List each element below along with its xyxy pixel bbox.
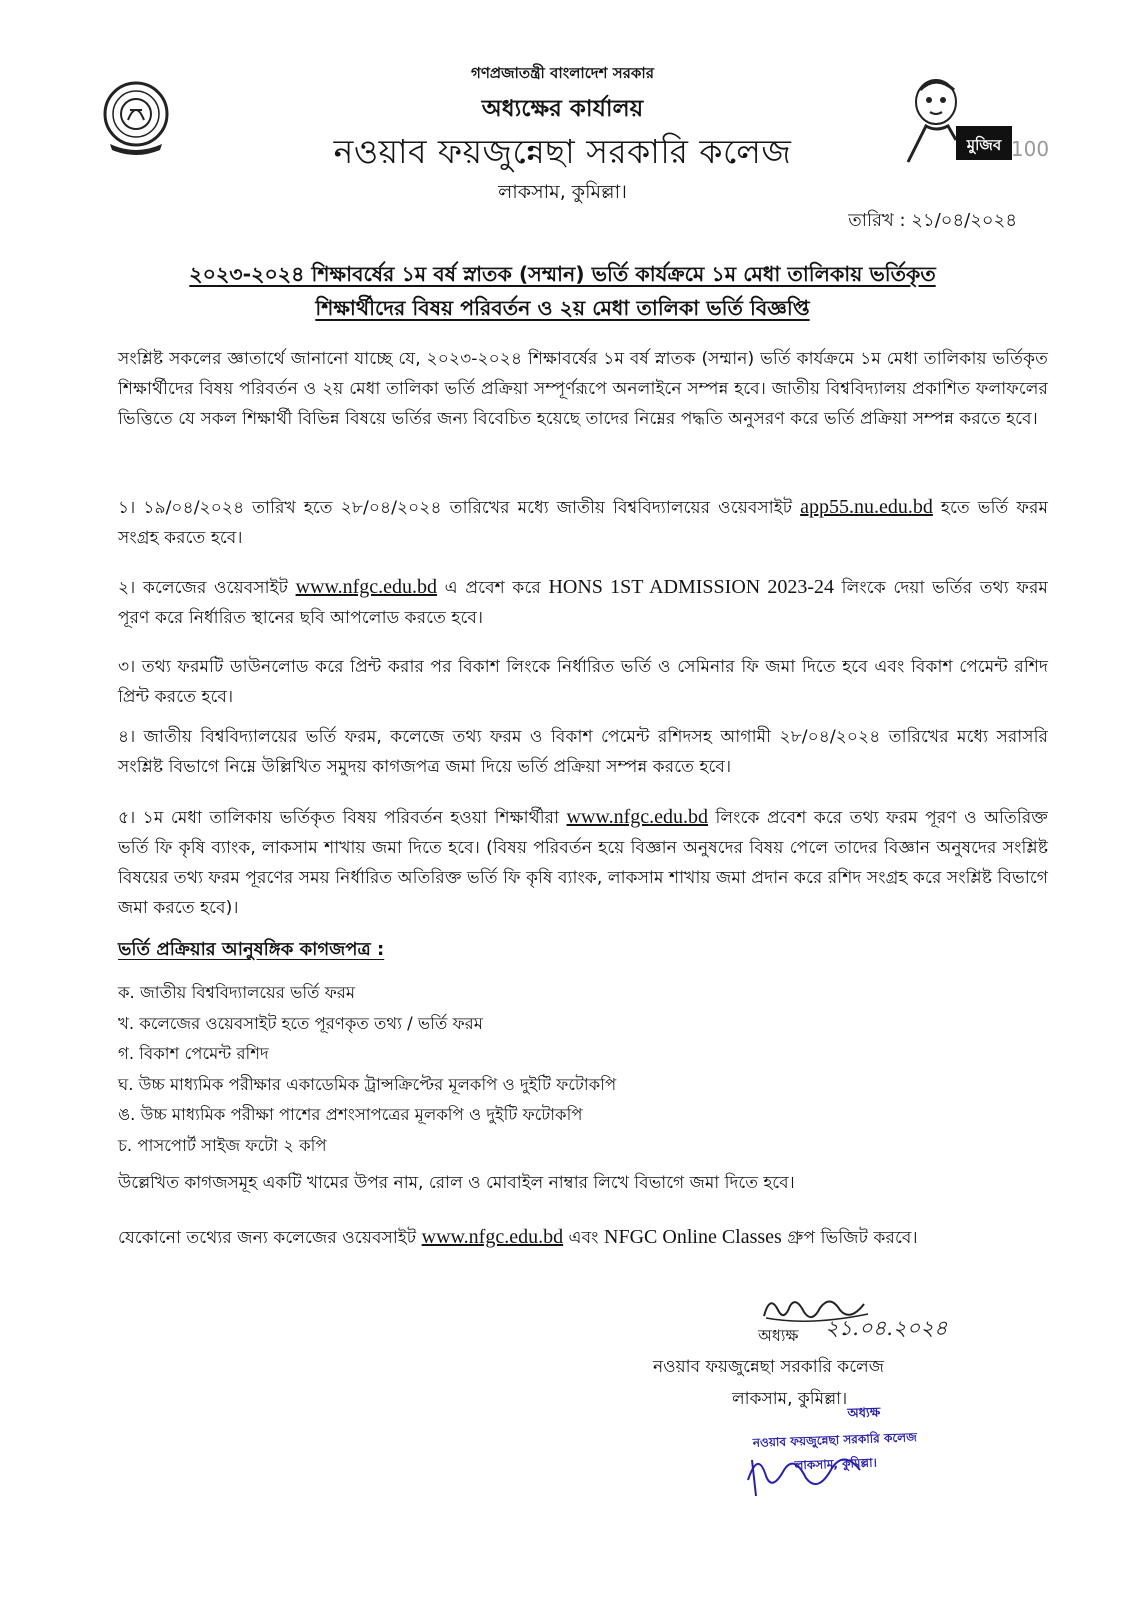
stamp-place: লাকসাম, কুমিল্লা। <box>794 1455 878 1473</box>
college-seal-logo <box>100 80 172 160</box>
college-name: নওয়াব ফয়জুন্নেছা সরকারি কলেজ <box>333 132 792 171</box>
documents-heading: ভর্তি প্রক্রিয়ার আনুষঙ্গিক কাগজপত্র : <box>118 939 385 960</box>
notice-title-line-2: শিক্ষার্থীদের বিষয় পরিবর্তন ও ২য় মেধা তালিকা ভর্তি বিজ্ঞপ্তি <box>315 296 810 320</box>
nu-admission-link[interactable]: app55.nu.edu.bd <box>800 496 933 518</box>
college-website-link-2[interactable]: www.nfgc.edu.bd <box>566 806 708 828</box>
step-2: ২। কলেজের ওয়েবসাইট www.nfgc.edu.bd এ প্রবেশ করে HONS 1ST ADMISSION 2023-24 লিংকে দেয়া ভর্তির তথ্য ফরম পূরণ করে নির্ধারিত স্থানের ছবি আপলোড করতে হবে। <box>118 576 1048 628</box>
notice-title-line-1: ২০২৩-২০২৪ শিক্ষাবর্ষের ১ম বর্ষ স্নাতক (সম্মান) ভর্তি কার্যক্রমে ১ম মেধা তালিকায় ভর্তিকৃত <box>189 262 936 286</box>
hons-admission-label: HONS 1ST ADMISSION 2023-24 <box>548 576 835 598</box>
college-location: লাকসাম, কুমিল্লা। <box>498 181 627 203</box>
submission-note: উল্লেখিত কাগজসমূহ একটি খামের উপর নাম, রোল ও মোবাইল নাম্বার লিখে বিভাগে জমা দিতে হবে। <box>118 1173 795 1193</box>
signatory-place: লাকসাম, কুমিল্লা। <box>732 1389 848 1409</box>
document-item: গ. বিকাশ পেমেন্ট রশিদ <box>118 1044 269 1063</box>
stamp-college: নওয়াব ফয়জুন্নেছা সরকারি কলেজ <box>752 1430 918 1450</box>
signature-date: ২১.০৪.২০২৪ <box>825 1316 948 1340</box>
college-website-link-3[interactable]: www.nfgc.edu.bd <box>421 1226 564 1248</box>
signatory-college: নওয়াব ফয়জুন্নেছা সরকারি কলেজ <box>653 1357 884 1377</box>
step-3: ৩। তথ্য ফরমটি ডাউনলোড করে প্রিন্ট করার পর বিকাশ লিংকে নির্ধারিত ভর্তি ও সেমিনার ফি জমা দিতে হবে এবং বিকাশ পেমেন্ট রশিদ প্রিন্ট করতে হবে। <box>118 657 1048 707</box>
office-name: অধ্যক্ষের কার্যালয় <box>481 96 644 122</box>
svg-text:100: 100 <box>1010 137 1048 161</box>
online-group-name: NFGC Online Classes <box>604 1226 782 1248</box>
stamp-signature <box>740 1440 870 1500</box>
documents-list <box>118 978 616 1161</box>
signatory-title: অধ্যক্ষ <box>758 1326 799 1345</box>
document-item: খ. কলেজের ওয়েবসাইট হতে পূরণকৃত তথ্য / ভর্তি ফরম <box>118 1013 483 1033</box>
step-4: ৪। জাতীয় বিশ্ববিদ্যালয়ের ভর্তি ফরম, কলেজে তথ্য ফরম ও বিকাশ পেমেন্ট রশিদসহ আগামী ২৮/০৪/২০২৪ তারিখের মধ্যে সরাসরি সংশ্লিষ্ট বিভাগে নিম্নে উল্লিখিত সমুদয় কাগজপত্র জমা দিয়ে ভর্তি প্রক্রিয়া সম্পন্ন করতে হবে। <box>118 727 1048 777</box>
stamp-title: অধ্যক্ষ <box>847 1405 881 1422</box>
notice-date: তারিখ : ২১/০৪/২০২৪ <box>848 210 1017 231</box>
svg-text:মুজিব: মুজিব <box>966 136 1002 154</box>
info-paragraph: যেকোনো তথ্যের জন্য কলেজের ওয়েবসাইট www.nfgc.edu.bd এবং NFGC Online Classes গ্রুপ ভিজিট করবে। <box>118 1226 918 1248</box>
document-item: ঙ. উচ্চ মাধ্যমিক পরীক্ষা পাশের প্রশংসাপত্রের মূলকপি ও দুইটি ফটোকপি <box>118 1105 583 1124</box>
document-item: ঘ. উচ্চ মাধ্যমিক পরীক্ষার একাডেমিক ট্রান্সক্রিপ্টের মূলকপি ও দুইটি ফটোকপি <box>118 1074 617 1094</box>
document-item: চ. পাসপোর্ট সাইজ ফটো ২ কপি <box>118 1135 327 1155</box>
college-website-link[interactable]: www.nfgc.edu.bd <box>295 576 438 598</box>
document-item: ক. জাতীয় বিশ্ববিদ্যালয়ের ভর্তি ফরম <box>118 983 356 1002</box>
government-name: গণপ্রজাতন্ত্রী বাংলাদেশ সরকার <box>471 64 654 82</box>
intro-paragraph: সংশ্লিষ্ট সকলের জ্ঞাতার্থে জানানো যাচ্ছে যে, ২০২৩-২০২৪ শিক্ষাবর্ষের ১ম বর্ষ স্নাতক (সম্মান) ভর্তি কার্যক্রমে ১ম মেধা তালিকায় ভর্তিকৃত শিক্ষার্থীদের বিষয় পরিবর্তন ও ২য় মেধা তালিকা ভর্তি প্রক্রিয়া সম্পূর্ণরূপে অনলাইনে সম্পন্ন হবে। জাতীয় বিশ্ববিদ্যালয় প্রকাশিত ফলাফলের ভিত্তিতে যে সকল শিক্ষার্থী বিভিন্ন বিষয়ে ভর্তির জন্য বিবেচিত হয়েছে তাদের নিম্নের পদ্ধতি অনুসরণ করে ভর্তি প্রক্রিয়া সম্পন্ন করতে হবে। <box>118 349 1048 429</box>
step-1: ১। ১৯/০৪/২০২৪ তারিখ হতে ২৮/০৪/২০২৪ তারিখের মধ্যে জাতীয় বিশ্ববিদ্যালয়ের ওয়েবসাইট app55.nu.edu.bd হতে ভর্তি ফরম সংগ্রহ করতে হবে। <box>118 496 1049 548</box>
step-5: ৫। ১ম মেধা তালিকায় ভর্তিকৃত বিষয় পরিবর্তন হওয়া শিক্ষার্থীরা www.nfgc.edu.bd লিংকে প্রবেশ করে তথ্য ফরম পূরণ ও অতিরিক্ত ভর্তি ফি কৃষি ব্যাংক, লাকসাম শাখায় জমা দিতে হবে। (বিষয় পরিবর্তন হয়ে বিজ্ঞান অনুষদের বিষয় পেলে তাদের বিজ্ঞান অনুষদের সংশ্লিষ্ট বিষয়ের তথ্য ফরম পূরণের সময় নির্ধারিত অতিরিক্ত ভর্তি ফি কৃষি ব্যাংক, লাকসাম শাখায় জমা প্রদান করে রশিদ সংগ্রহ করে সংশ্লিষ্ট বিভাগে জমা করতে হবে)। <box>118 806 1048 918</box>
